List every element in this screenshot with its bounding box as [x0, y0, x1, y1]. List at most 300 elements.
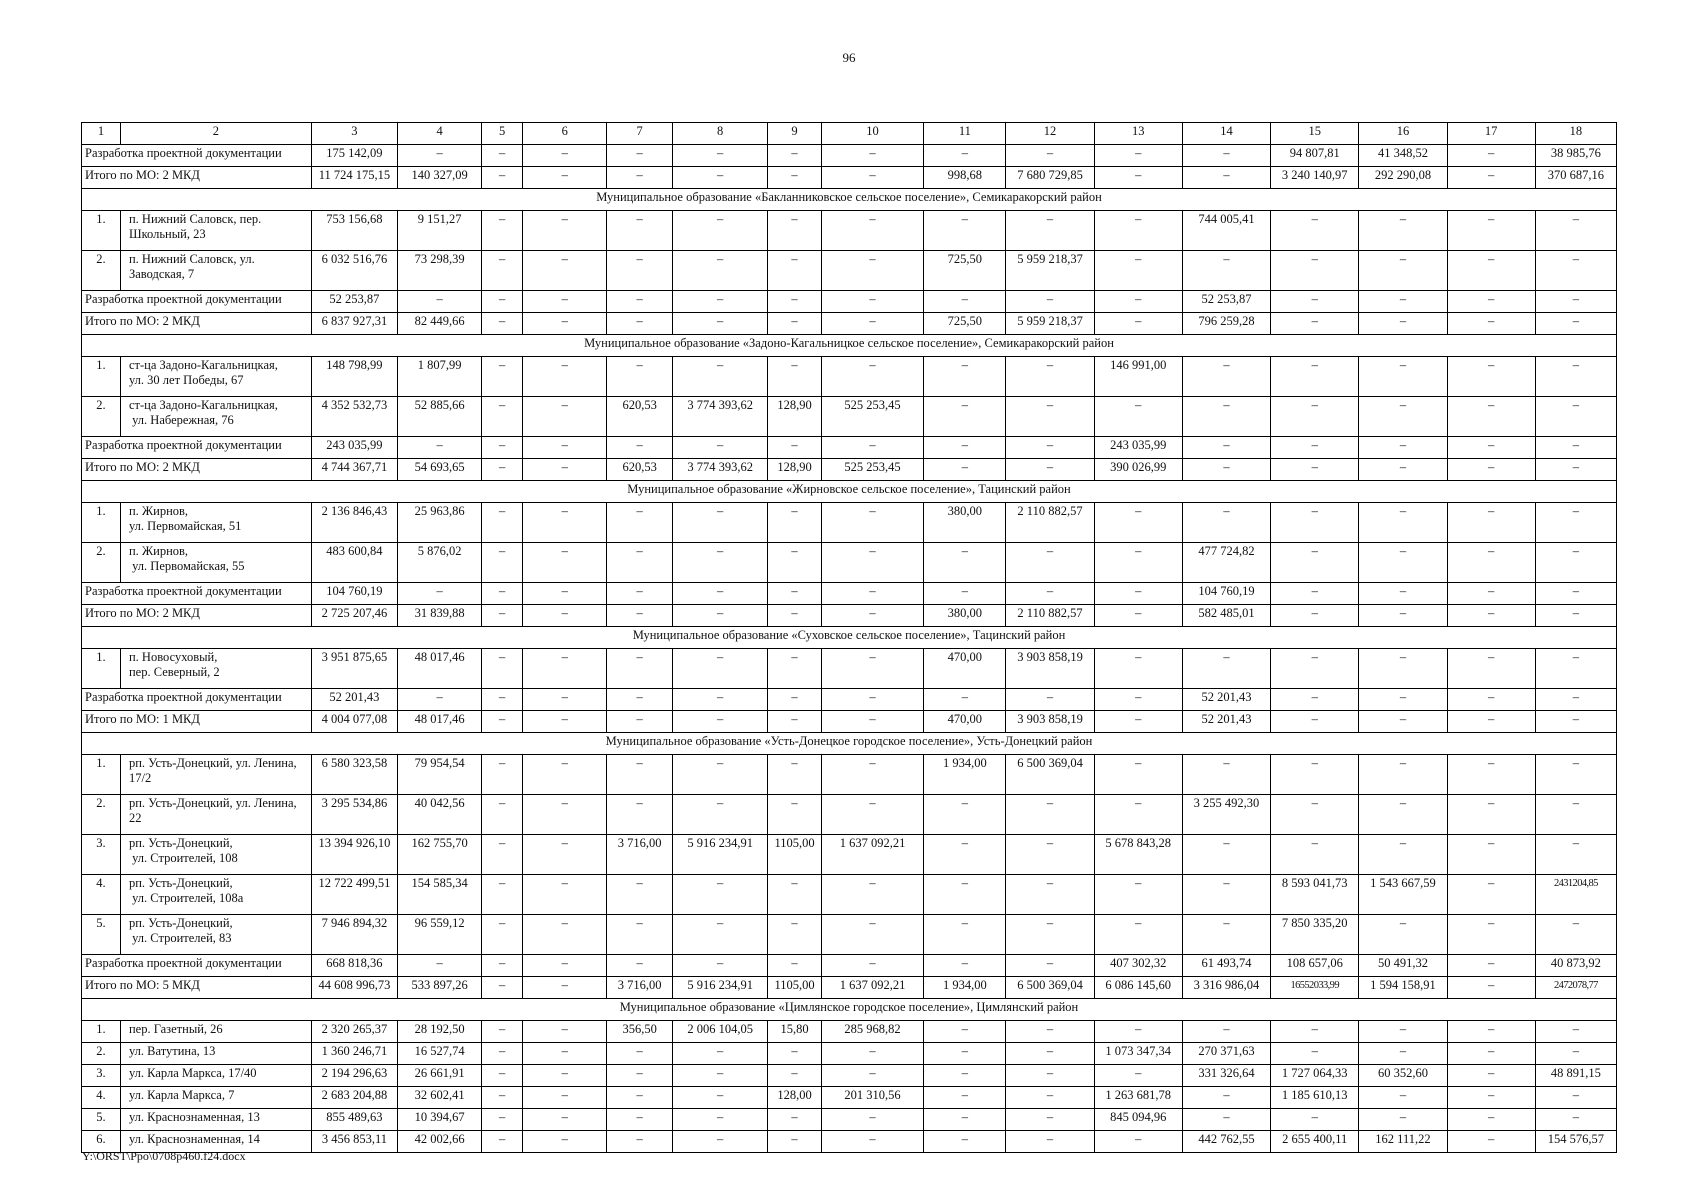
- value-cell: 3 295 534,86: [311, 795, 397, 835]
- row-number: 1.: [82, 503, 121, 543]
- value-cell: 3 240 140,97: [1271, 167, 1359, 189]
- value-cell: 52 253,87: [1182, 291, 1270, 313]
- value-cell: –: [607, 1109, 673, 1131]
- value-cell: –: [1359, 437, 1447, 459]
- address-cell: [120, 1087, 311, 1109]
- address-cell: [120, 251, 311, 291]
- value-cell: –: [1447, 437, 1535, 459]
- value-cell: –: [482, 689, 523, 711]
- address-line: ул. Первомайская, 51: [128, 519, 242, 533]
- municipality-section-row: [82, 335, 1617, 357]
- data-table: [81, 122, 1617, 1153]
- value-cell: –: [672, 503, 767, 543]
- row-label: Разработка проектной документации: [82, 689, 312, 711]
- value-cell: 1 637 092,21: [821, 977, 924, 999]
- municipality-section-row: [82, 733, 1617, 755]
- value-cell: –: [672, 251, 767, 291]
- value-cell: –: [672, 313, 767, 335]
- address-cell: [120, 835, 311, 875]
- value-cell: 26 661,91: [398, 1065, 482, 1087]
- value-cell: –: [1182, 1109, 1270, 1131]
- value-cell: 370 687,16: [1535, 167, 1616, 189]
- value-cell: –: [1094, 605, 1182, 627]
- row-label: Разработка проектной документации: [82, 291, 312, 313]
- value-cell: –: [1271, 313, 1359, 335]
- value-cell: –: [1535, 397, 1616, 437]
- value-cell: –: [1535, 649, 1616, 689]
- value-cell: –: [1006, 583, 1094, 605]
- value-cell: –: [821, 1131, 924, 1153]
- value-cell: 525 253,45: [821, 459, 924, 481]
- value-cell: –: [482, 649, 523, 689]
- value-cell: 744 005,41: [1182, 211, 1270, 251]
- address-line: пер. Северный, 2: [128, 665, 220, 679]
- table-row: [82, 1087, 1617, 1109]
- value-cell: 12 722 499,51: [311, 875, 397, 915]
- value-cell: –: [821, 211, 924, 251]
- value-cell: –: [1447, 167, 1535, 189]
- value-cell: –: [523, 1065, 607, 1087]
- value-cell: 2 110 882,57: [1006, 503, 1094, 543]
- value-cell: –: [768, 313, 821, 335]
- value-cell: 1 185 610,13: [1271, 1087, 1359, 1109]
- value-cell: –: [1447, 1021, 1535, 1043]
- table-row: [82, 835, 1617, 875]
- value-cell: 3 774 393,62: [672, 397, 767, 437]
- value-cell: 620,53: [607, 459, 673, 481]
- value-cell: –: [607, 755, 673, 795]
- value-cell: 6 500 369,04: [1006, 755, 1094, 795]
- total-row: [82, 711, 1617, 733]
- value-cell: 3 774 393,62: [672, 459, 767, 481]
- value-cell: –: [924, 357, 1006, 397]
- value-cell: –: [1006, 955, 1094, 977]
- table-row: [82, 875, 1617, 915]
- value-cell: 8 593 041,73: [1271, 875, 1359, 915]
- row-label: Разработка проектной документации: [82, 955, 312, 977]
- value-cell: –: [768, 211, 821, 251]
- value-cell: –: [1271, 1043, 1359, 1065]
- address-cell: [120, 1043, 311, 1065]
- value-cell: –: [1535, 1043, 1616, 1065]
- value-cell: –: [523, 795, 607, 835]
- value-cell: –: [1271, 437, 1359, 459]
- value-cell: –: [482, 977, 523, 999]
- value-cell: –: [1006, 543, 1094, 583]
- value-cell: 1 727 064,33: [1271, 1065, 1359, 1087]
- value-cell: –: [924, 397, 1006, 437]
- value-cell: –: [1359, 543, 1447, 583]
- value-cell: –: [1447, 1131, 1535, 1153]
- value-cell: 3 255 492,30: [1182, 795, 1270, 835]
- value-cell: –: [1359, 357, 1447, 397]
- value-cell: –: [672, 875, 767, 915]
- value-cell: –: [1006, 875, 1094, 915]
- municipality-section-row: [82, 481, 1617, 503]
- value-cell: –: [1447, 1109, 1535, 1131]
- value-cell: –: [672, 915, 767, 955]
- address-cell: [120, 1109, 311, 1131]
- value-cell: 52 201,43: [1182, 689, 1270, 711]
- value-cell: –: [1006, 1087, 1094, 1109]
- row-number: 5.: [82, 915, 121, 955]
- value-cell: –: [1447, 755, 1535, 795]
- value-cell: 5 959 218,37: [1006, 313, 1094, 335]
- value-cell: –: [768, 605, 821, 627]
- value-cell: –: [1182, 875, 1270, 915]
- column-header: 13: [1094, 123, 1182, 145]
- value-cell: –: [1359, 503, 1447, 543]
- value-cell: –: [768, 875, 821, 915]
- address-line: ул. Строителей, 108а: [128, 891, 244, 905]
- value-cell: 796 259,28: [1182, 313, 1270, 335]
- value-cell: 1 934,00: [924, 755, 1006, 795]
- municipality-title: Муниципальное образование «Задоно-Кагальницкое сельское поселение», Семикаракорский район: [82, 335, 1617, 357]
- row-number: 2.: [82, 543, 121, 583]
- value-cell: –: [1447, 689, 1535, 711]
- value-cell: –: [1182, 397, 1270, 437]
- value-cell: –: [1182, 755, 1270, 795]
- value-cell: 2 683 204,88: [311, 1087, 397, 1109]
- address-line: п. Нижний Саловск, ул.: [128, 252, 255, 266]
- value-cell: –: [1359, 583, 1447, 605]
- address-cell: [120, 915, 311, 955]
- row-number: 2.: [82, 251, 121, 291]
- value-cell: –: [821, 1043, 924, 1065]
- municipality-section-row: [82, 189, 1617, 211]
- value-cell: 725,50: [924, 251, 1006, 291]
- address-line: рп. Усть-Донецкий, ул. Ленина,: [128, 756, 297, 770]
- value-cell: –: [1535, 313, 1616, 335]
- value-cell: –: [482, 915, 523, 955]
- value-cell: –: [1094, 1131, 1182, 1153]
- value-cell: –: [1182, 503, 1270, 543]
- value-cell: 10 394,67: [398, 1109, 482, 1131]
- value-cell: –: [607, 583, 673, 605]
- value-cell: –: [523, 605, 607, 627]
- value-cell: –: [1359, 251, 1447, 291]
- address-cell: [120, 649, 311, 689]
- value-cell: –: [924, 1043, 1006, 1065]
- value-cell: –: [607, 145, 673, 167]
- value-cell: 162 755,70: [398, 835, 482, 875]
- value-cell: –: [1447, 1087, 1535, 1109]
- value-cell: 243 035,99: [1094, 437, 1182, 459]
- value-cell: –: [821, 875, 924, 915]
- address-cell: [120, 1065, 311, 1087]
- value-cell: 13 394 926,10: [311, 835, 397, 875]
- address-line: ст-ца Задоно-Кагальницкая,: [128, 358, 278, 372]
- value-cell: 390 026,99: [1094, 459, 1182, 481]
- value-cell: –: [1447, 875, 1535, 915]
- value-cell: –: [1535, 605, 1616, 627]
- value-cell: –: [1535, 755, 1616, 795]
- value-cell: –: [1359, 795, 1447, 835]
- value-cell: –: [482, 357, 523, 397]
- value-cell: –: [1182, 437, 1270, 459]
- table-row: [82, 1021, 1617, 1043]
- value-cell: –: [821, 583, 924, 605]
- value-cell: –: [768, 543, 821, 583]
- value-cell: –: [672, 1043, 767, 1065]
- value-cell: 104 760,19: [311, 583, 397, 605]
- value-cell: –: [1535, 291, 1616, 313]
- value-cell: –: [523, 357, 607, 397]
- value-cell: –: [482, 583, 523, 605]
- value-cell: 61 493,74: [1182, 955, 1270, 977]
- value-cell: –: [607, 605, 673, 627]
- value-cell: 38 985,76: [1535, 145, 1616, 167]
- value-cell: –: [523, 1043, 607, 1065]
- table-row: [82, 1065, 1617, 1087]
- address-cell: [120, 503, 311, 543]
- value-cell: –: [924, 1131, 1006, 1153]
- value-cell: 3 903 858,19: [1006, 649, 1094, 689]
- value-cell: –: [1359, 1087, 1447, 1109]
- value-cell: 11 724 175,15: [311, 167, 397, 189]
- value-cell: –: [672, 755, 767, 795]
- table-row: [82, 649, 1617, 689]
- value-cell: –: [1006, 291, 1094, 313]
- value-cell: –: [1271, 543, 1359, 583]
- address-line: ул. Набережная, 76: [128, 413, 234, 427]
- value-cell: 31 839,88: [398, 605, 482, 627]
- value-cell: 5 916 234,91: [672, 835, 767, 875]
- column-header: 14: [1182, 123, 1270, 145]
- value-cell: –: [1447, 915, 1535, 955]
- value-cell: –: [1182, 915, 1270, 955]
- value-cell: –: [768, 1131, 821, 1153]
- value-cell: 3 316 986,04: [1182, 977, 1270, 999]
- value-cell: –: [821, 145, 924, 167]
- value-cell: –: [607, 1131, 673, 1153]
- value-cell: –: [482, 1087, 523, 1109]
- value-cell: 154 585,34: [398, 875, 482, 915]
- value-cell: –: [607, 915, 673, 955]
- value-cell: –: [1447, 605, 1535, 627]
- value-cell: –: [523, 1021, 607, 1043]
- column-header: 1: [82, 123, 121, 145]
- table-row: [82, 543, 1617, 583]
- value-cell: –: [1006, 1043, 1094, 1065]
- value-cell: –: [523, 711, 607, 733]
- value-cell: 1105,00: [768, 977, 821, 999]
- value-cell: –: [1359, 313, 1447, 335]
- value-cell: –: [1359, 835, 1447, 875]
- address-line: Заводская, 7: [128, 267, 195, 281]
- row-number: 6.: [82, 1131, 121, 1153]
- total-row: [82, 977, 1617, 999]
- value-cell: 285 968,82: [821, 1021, 924, 1043]
- total-row: [82, 583, 1617, 605]
- value-cell: –: [482, 291, 523, 313]
- value-cell: 9 151,27: [398, 211, 482, 251]
- row-number: 2.: [82, 1043, 121, 1065]
- value-cell: –: [924, 915, 1006, 955]
- total-row: [82, 459, 1617, 481]
- value-cell: –: [523, 211, 607, 251]
- value-cell: –: [1447, 251, 1535, 291]
- value-cell: 175 142,09: [311, 145, 397, 167]
- value-cell: –: [821, 755, 924, 795]
- value-cell: –: [1447, 1065, 1535, 1087]
- value-cell: –: [821, 167, 924, 189]
- value-cell: –: [672, 211, 767, 251]
- value-cell: 855 489,63: [311, 1109, 397, 1131]
- column-header: 10: [821, 123, 924, 145]
- value-cell: –: [398, 437, 482, 459]
- address-line: рп. Усть-Донецкий,: [128, 836, 233, 850]
- value-cell: –: [482, 145, 523, 167]
- municipality-title: Муниципальное образование «Жирновское сельское поселение», Тацинский район: [82, 481, 1617, 503]
- value-cell: –: [1182, 1087, 1270, 1109]
- value-cell: –: [1006, 1021, 1094, 1043]
- address-cell: [120, 875, 311, 915]
- value-cell: –: [482, 1021, 523, 1043]
- value-cell: –: [398, 291, 482, 313]
- value-cell: –: [672, 437, 767, 459]
- value-cell: 3 456 853,11: [311, 1131, 397, 1153]
- document-file-path: Y:\ORST\Ppo\0708p460.f24.docx: [82, 1149, 246, 1163]
- value-cell: –: [924, 459, 1006, 481]
- value-cell: –: [1094, 167, 1182, 189]
- value-cell: 380,00: [924, 503, 1006, 543]
- value-cell: 4 004 077,08: [311, 711, 397, 733]
- value-cell: –: [482, 211, 523, 251]
- value-cell: –: [1094, 915, 1182, 955]
- value-cell: 6 837 927,31: [311, 313, 397, 335]
- value-cell: –: [482, 1043, 523, 1065]
- value-cell: –: [821, 955, 924, 977]
- value-cell: –: [1182, 145, 1270, 167]
- value-cell: –: [607, 689, 673, 711]
- value-cell: –: [672, 1087, 767, 1109]
- value-cell: –: [672, 711, 767, 733]
- value-cell: –: [607, 875, 673, 915]
- value-cell: –: [821, 689, 924, 711]
- value-cell: 48 017,46: [398, 711, 482, 733]
- address-cell: [120, 1021, 311, 1043]
- value-cell: –: [523, 977, 607, 999]
- value-cell: –: [523, 755, 607, 795]
- municipality-section-row: [82, 627, 1617, 649]
- value-cell: –: [924, 291, 1006, 313]
- value-cell: 162 111,22: [1359, 1131, 1447, 1153]
- value-cell: –: [1359, 291, 1447, 313]
- value-cell: 7 680 729,85: [1006, 167, 1094, 189]
- value-cell: –: [672, 1109, 767, 1131]
- value-cell: 2 006 104,05: [672, 1021, 767, 1043]
- value-cell: 477 724,82: [1182, 543, 1270, 583]
- value-cell: –: [768, 1043, 821, 1065]
- value-cell: –: [768, 167, 821, 189]
- value-cell: –: [1535, 437, 1616, 459]
- value-cell: 16 527,74: [398, 1043, 482, 1065]
- value-cell: –: [1359, 1043, 1447, 1065]
- value-cell: 41 348,52: [1359, 145, 1447, 167]
- value-cell: 407 302,32: [1094, 955, 1182, 977]
- value-cell: –: [523, 955, 607, 977]
- value-cell: –: [1182, 251, 1270, 291]
- value-cell: –: [924, 1087, 1006, 1109]
- value-cell: –: [672, 1065, 767, 1087]
- value-cell: –: [1447, 977, 1535, 999]
- value-cell: –: [482, 251, 523, 291]
- table-row: [82, 397, 1617, 437]
- value-cell: –: [1359, 755, 1447, 795]
- value-cell: –: [924, 875, 1006, 915]
- value-cell: –: [768, 437, 821, 459]
- value-cell: –: [607, 437, 673, 459]
- value-cell: –: [607, 1087, 673, 1109]
- value-cell: 52 253,87: [311, 291, 397, 313]
- value-cell: –: [821, 503, 924, 543]
- value-cell: –: [482, 459, 523, 481]
- value-cell: 1 594 158,91: [1359, 977, 1447, 999]
- value-cell: –: [1006, 357, 1094, 397]
- value-cell: 7 850 335,20: [1271, 915, 1359, 955]
- value-cell: –: [1359, 915, 1447, 955]
- value-cell: –: [924, 211, 1006, 251]
- value-cell: –: [1182, 649, 1270, 689]
- value-cell: –: [1006, 397, 1094, 437]
- value-cell: –: [1359, 459, 1447, 481]
- value-cell: –: [768, 1109, 821, 1131]
- row-label: Итого по МО: 1 МКД: [82, 711, 312, 733]
- value-cell: 128,90: [768, 397, 821, 437]
- value-cell: 44 608 996,73: [311, 977, 397, 999]
- value-cell: –: [1182, 167, 1270, 189]
- value-cell: 525 253,45: [821, 397, 924, 437]
- value-cell: –: [482, 605, 523, 627]
- value-cell: –: [1094, 313, 1182, 335]
- value-cell: –: [1094, 583, 1182, 605]
- value-cell: –: [482, 795, 523, 835]
- municipality-section-row: [82, 999, 1617, 1021]
- value-cell: 331 326,64: [1182, 1065, 1270, 1087]
- value-cell: 582 485,01: [1182, 605, 1270, 627]
- value-cell: –: [1094, 875, 1182, 915]
- value-cell: 40 042,56: [398, 795, 482, 835]
- value-cell: –: [523, 291, 607, 313]
- value-cell: –: [1006, 145, 1094, 167]
- address-line: п. Жирнов,: [128, 504, 189, 518]
- value-cell: –: [398, 689, 482, 711]
- value-cell: 82 449,66: [398, 313, 482, 335]
- value-cell: –: [672, 543, 767, 583]
- address-line: Школьный, 23: [128, 227, 206, 241]
- value-cell: 292 290,08: [1359, 167, 1447, 189]
- value-cell: 483 600,84: [311, 543, 397, 583]
- row-number: 1.: [82, 1021, 121, 1043]
- value-cell: 42 002,66: [398, 1131, 482, 1153]
- address-line: п. Жирнов,: [128, 544, 189, 558]
- value-cell: 1105,00: [768, 835, 821, 875]
- value-cell: –: [523, 835, 607, 875]
- address-line: ул. Первомайская, 55: [128, 559, 245, 573]
- row-number: 2.: [82, 397, 121, 437]
- value-cell: –: [1535, 211, 1616, 251]
- value-cell: –: [482, 1109, 523, 1131]
- value-cell: 48 891,15: [1535, 1065, 1616, 1087]
- value-cell: –: [523, 649, 607, 689]
- value-cell: –: [768, 711, 821, 733]
- address-line: ул. Краснознаменная, 14: [128, 1132, 260, 1146]
- value-cell: –: [1447, 955, 1535, 977]
- value-cell: –: [482, 397, 523, 437]
- value-cell: 50 491,32: [1359, 955, 1447, 977]
- value-cell: –: [1094, 755, 1182, 795]
